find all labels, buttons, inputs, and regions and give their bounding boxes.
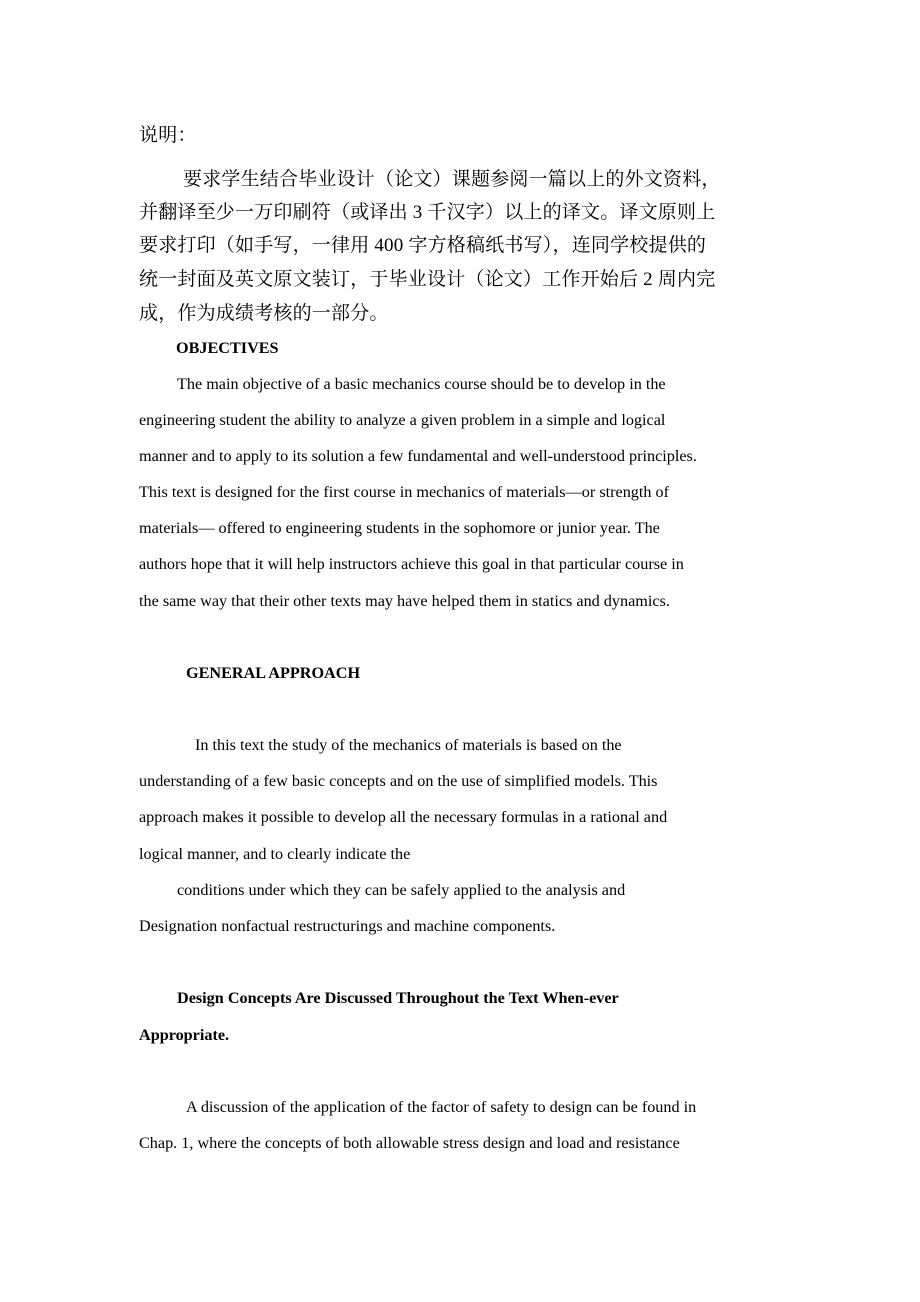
design-line: A discussion of the application of the factor of safety to design can be found in bbox=[186, 1098, 697, 1116]
approach-line: In this text the study of the mechanics of materials is based on the bbox=[195, 736, 622, 754]
approach-line: logical manner, and to clearly indicate the bbox=[139, 845, 411, 863]
note-line: 成，作为成绩考核的一部分。 bbox=[139, 303, 389, 324]
design-heading-line: Design Concepts Are Discussed Throughout the Text When-ever bbox=[177, 989, 619, 1007]
approach-line: Designation nonfactual restructurings and machine components. bbox=[139, 917, 556, 935]
design-heading-line: Appropriate. bbox=[139, 1026, 230, 1044]
note-line: 统一封面及英文原文装订，于毕业设计（论文）工作开始后 2 周内完 bbox=[139, 269, 716, 290]
design-line: Chap. 1, where the concepts of both allowable stress design and load and resistance bbox=[139, 1134, 680, 1152]
approach-line: approach makes it possible to develop all the necessary formulas in a rational and bbox=[139, 808, 668, 826]
note-label: 说明： bbox=[139, 125, 197, 146]
approach-heading: GENERAL APPROACH bbox=[186, 664, 361, 682]
objectives-line: This text is designed for the first course in mechanics of materials—or strength of bbox=[139, 483, 669, 501]
objectives-line: the same way that their other texts may have helped them in statics and dynamics. bbox=[139, 592, 670, 610]
objectives-line: engineering student the ability to analyze a given problem in a simple and logical bbox=[139, 411, 666, 429]
note-line: 要求学生结合毕业设计（论文）课题参阅一篇以上的外文资料， bbox=[183, 169, 721, 190]
objectives-line: authors hope that it will help instructors achieve this goal in that particular course in bbox=[139, 555, 684, 573]
approach-line: understanding of a few basic concepts and on the use of simplified models. This bbox=[139, 772, 658, 790]
objectives-heading: OBJECTIVES bbox=[176, 339, 279, 357]
approach-line: conditions under which they can be safely applied to the analysis and bbox=[177, 881, 626, 899]
objectives-line: The main objective of a basic mechanics course should be to develop in the bbox=[177, 375, 666, 393]
objectives-line: manner and to apply to its solution a few fundamental and well-understood principles. bbox=[139, 447, 697, 465]
note-line: 并翻译至少一万印刷符（或译出 3 千汉字）以上的译文。译文原则上 bbox=[139, 202, 716, 223]
objectives-line: materials— offered to engineering students in the sophomore or junior year. The bbox=[139, 519, 660, 537]
note-line: 要求打印（如手写，一律用 400 字方格稿纸书写），连同学校提供的 bbox=[139, 235, 707, 256]
